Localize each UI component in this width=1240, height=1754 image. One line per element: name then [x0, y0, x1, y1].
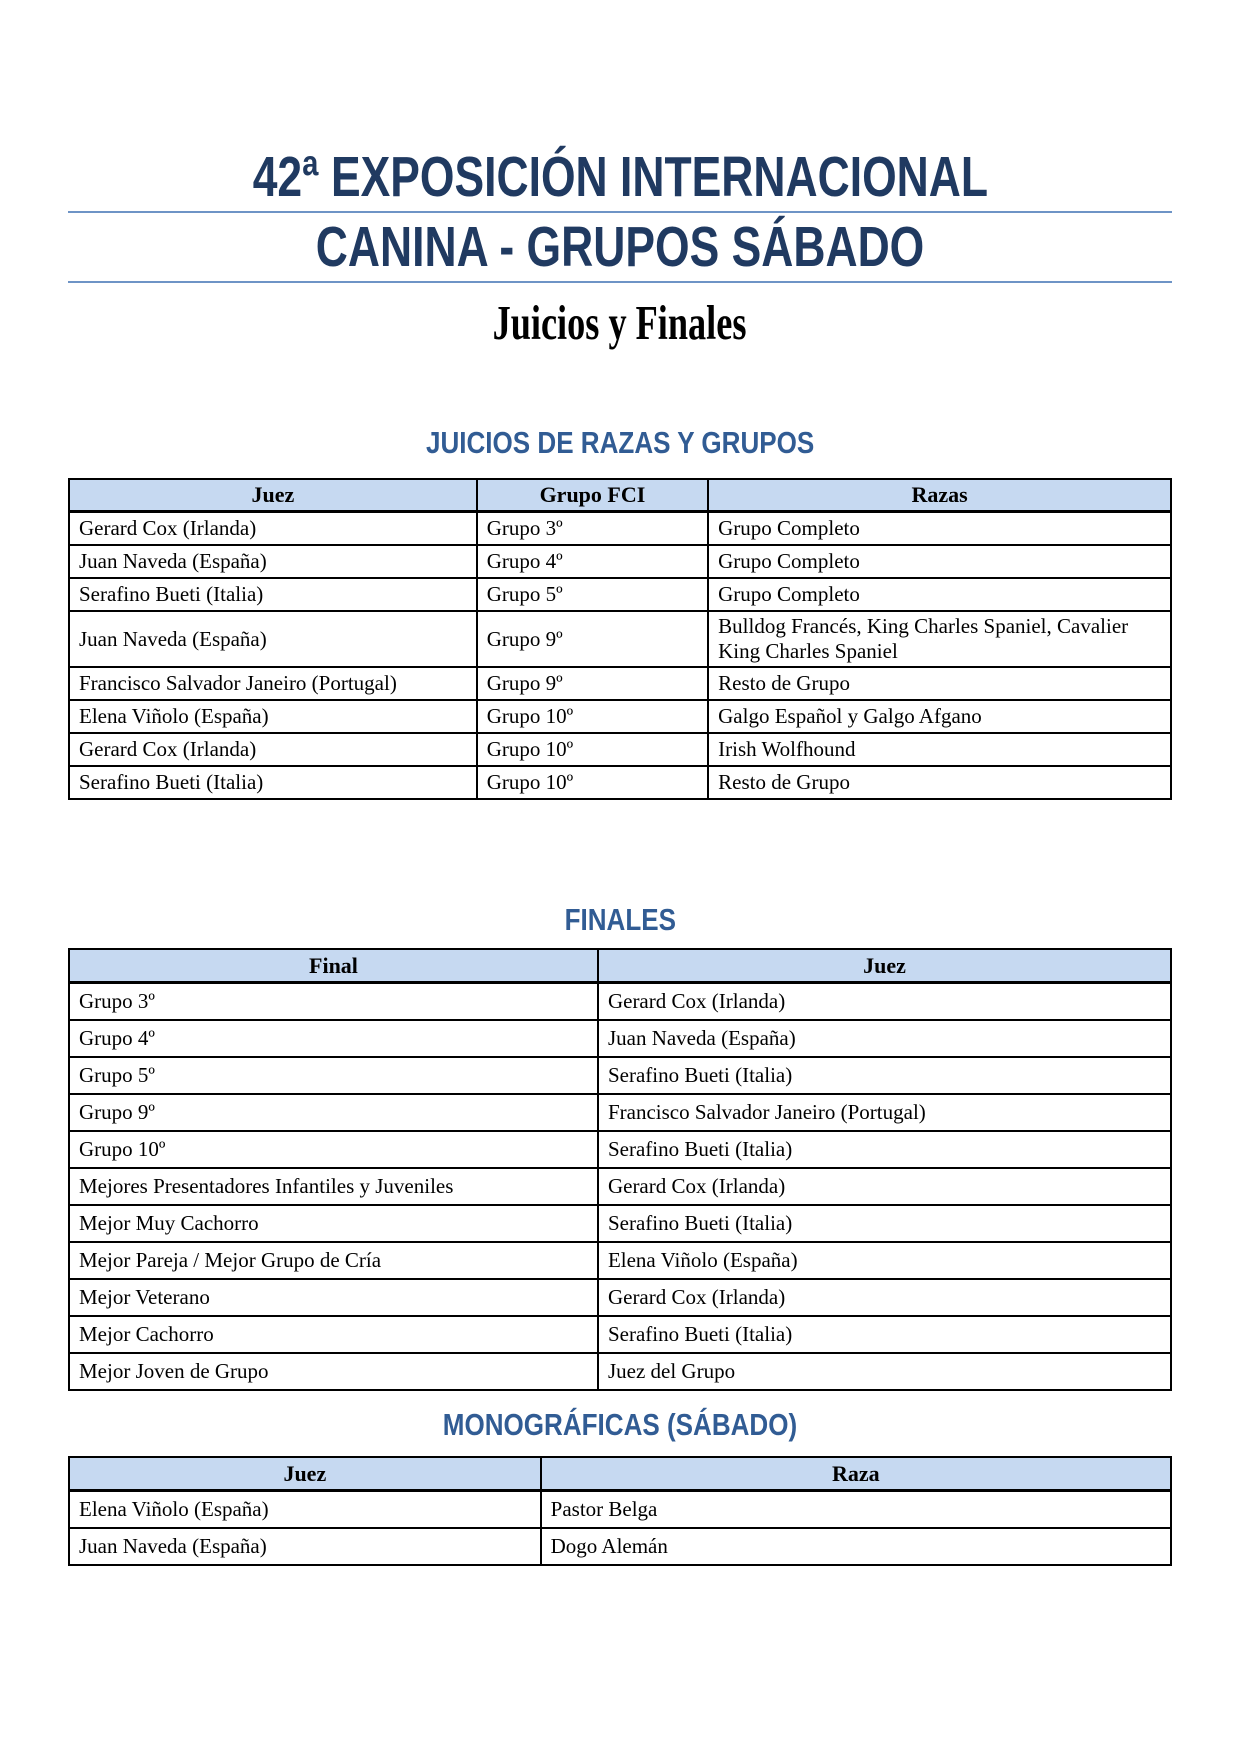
column-header-raza: Raza — [541, 1457, 1171, 1491]
cell-juez: Gerard Cox (Irlanda) — [598, 1279, 1171, 1316]
table-row — [69, 766, 1171, 799]
cell-final: Grupo 4º — [69, 1020, 598, 1057]
cell-juez: Gerard Cox (Irlanda) — [598, 1168, 1171, 1205]
cell-final: Mejores Presentadores Infantiles y Juveniles — [69, 1168, 598, 1205]
cell-final: Grupo 3º — [69, 983, 598, 1021]
cell-final: Grupo 9º — [69, 1094, 598, 1131]
table-juicios — [68, 478, 1172, 800]
table-header-row — [69, 479, 1171, 512]
cell-juez: Juan Naveda (España) — [69, 611, 477, 667]
column-header-juez: Juez — [69, 1457, 541, 1491]
cell-juez: Serafino Bueti (Italia) — [598, 1131, 1171, 1168]
section-heading-juicios — [68, 425, 1172, 461]
table-row — [69, 1279, 1171, 1316]
table-row — [69, 1205, 1171, 1242]
cell-grupo: Grupo 10º — [477, 766, 708, 799]
cell-juez: Serafino Bueti (Italia) — [598, 1205, 1171, 1242]
cell-juez: Juez del Grupo — [598, 1353, 1171, 1390]
cell-grupo: Grupo 10º — [477, 700, 708, 733]
table-row — [69, 983, 1171, 1021]
table-monograficas — [68, 1456, 1172, 1566]
table-row — [69, 578, 1171, 611]
cell-final: Mejor Pareja / Mejor Grupo de Cría — [69, 1242, 598, 1279]
column-header-juez: Juez — [598, 949, 1171, 983]
cell-final: Grupo 5º — [69, 1057, 598, 1094]
cell-final: Mejor Joven de Grupo — [69, 1353, 598, 1390]
page-title-text-2: CANINA - GRUPOS SÁBADO — [315, 215, 925, 279]
cell-juez: Juan Naveda (España) — [69, 545, 477, 578]
section-heading-finales — [68, 902, 1172, 938]
cell-juez: Serafino Bueti (Italia) — [69, 578, 477, 611]
table-row — [69, 1020, 1171, 1057]
cell-razas: Resto de Grupo — [708, 667, 1171, 700]
table-row — [69, 1491, 1171, 1529]
column-header-razas: Razas — [708, 479, 1171, 512]
cell-juez: Serafino Bueti (Italia) — [598, 1316, 1171, 1353]
column-header-grupo-fci: Grupo FCI — [477, 479, 708, 512]
table-header-row — [69, 1457, 1171, 1491]
section-finales — [68, 902, 1172, 1391]
cell-raza: Dogo Alemán — [541, 1528, 1171, 1565]
column-header-final: Final — [69, 949, 598, 983]
document-content — [68, 0, 1172, 1566]
cell-juez: Serafino Bueti (Italia) — [69, 766, 477, 799]
table-row — [69, 1131, 1171, 1168]
cell-juez: Serafino Bueti (Italia) — [598, 1057, 1171, 1094]
table-row — [69, 1057, 1171, 1094]
table-row — [69, 545, 1171, 578]
table-row — [69, 512, 1171, 546]
cell-final: Grupo 10º — [69, 1131, 598, 1168]
cell-razas: Irish Wolfhound — [708, 733, 1171, 766]
doc-subtitle-text: Juicios y Finales — [493, 295, 747, 350]
table-row — [69, 611, 1171, 667]
cell-juez: Francisco Salvador Janeiro (Portugal) — [69, 667, 477, 700]
table-row — [69, 700, 1171, 733]
table-row — [69, 1353, 1171, 1390]
cell-juez: Francisco Salvador Janeiro (Portugal) — [598, 1094, 1171, 1131]
cell-razas: Grupo Completo — [708, 545, 1171, 578]
cell-raza: Pastor Belga — [541, 1491, 1171, 1529]
cell-final: Mejor Muy Cachorro — [69, 1205, 598, 1242]
section-heading-juicios-text: JUICIOS DE RAZAS Y GRUPOS — [425, 425, 815, 460]
cell-grupo: Grupo 4º — [477, 545, 708, 578]
cell-juez: Gerard Cox (Irlanda) — [69, 733, 477, 766]
cell-razas: Resto de Grupo — [708, 766, 1171, 799]
cell-grupo: Grupo 3º — [477, 512, 708, 546]
section-monograficas — [68, 1407, 1172, 1566]
table-row — [69, 1094, 1171, 1131]
title-block — [68, 0, 1172, 283]
section-heading-monograficas — [68, 1407, 1172, 1443]
cell-grupo: Grupo 10º — [477, 733, 708, 766]
doc-subtitle — [68, 297, 1172, 349]
cell-razas: Grupo Completo — [708, 578, 1171, 611]
page-title-line-1 — [68, 145, 1172, 213]
cell-razas: Grupo Completo — [708, 512, 1171, 546]
section-heading-finales-text: FINALES — [564, 902, 676, 937]
cell-juez: Gerard Cox (Irlanda) — [69, 512, 477, 546]
cell-juez: Gerard Cox (Irlanda) — [598, 983, 1171, 1021]
table-row — [69, 1242, 1171, 1279]
cell-razas: Bulldog Francés, King Charles Spaniel, Cavalier King Charles Spaniel — [708, 611, 1171, 667]
cell-grupo: Grupo 9º — [477, 611, 708, 667]
table-row — [69, 1168, 1171, 1205]
cell-juez: Elena Viñolo (España) — [598, 1242, 1171, 1279]
column-header-juez: Juez — [69, 479, 477, 512]
cell-juez: Elena Viñolo (España) — [69, 1491, 541, 1529]
table-row — [69, 667, 1171, 700]
cell-grupo: Grupo 9º — [477, 667, 708, 700]
page-title-line-2 — [68, 216, 1172, 283]
table-row — [69, 1528, 1171, 1565]
section-heading-monograficas-text: MONOGRÁFICAS (SÁBADO) — [442, 1407, 798, 1442]
cell-juez: Juan Naveda (España) — [69, 1528, 541, 1565]
table-row — [69, 1316, 1171, 1353]
table-finales — [68, 948, 1172, 1391]
page-title-text-1: 42ª EXPOSICIÓN INTERNACIONAL — [252, 145, 988, 209]
cell-grupo: Grupo 5º — [477, 578, 708, 611]
cell-final: Mejor Cachorro — [69, 1316, 598, 1353]
cell-razas: Galgo Español y Galgo Afgano — [708, 700, 1171, 733]
table-header-row — [69, 949, 1171, 983]
table-row — [69, 733, 1171, 766]
cell-final: Mejor Veterano — [69, 1279, 598, 1316]
cell-juez: Elena Viñolo (España) — [69, 700, 477, 733]
cell-juez: Juan Naveda (España) — [598, 1020, 1171, 1057]
section-juicios — [68, 425, 1172, 800]
